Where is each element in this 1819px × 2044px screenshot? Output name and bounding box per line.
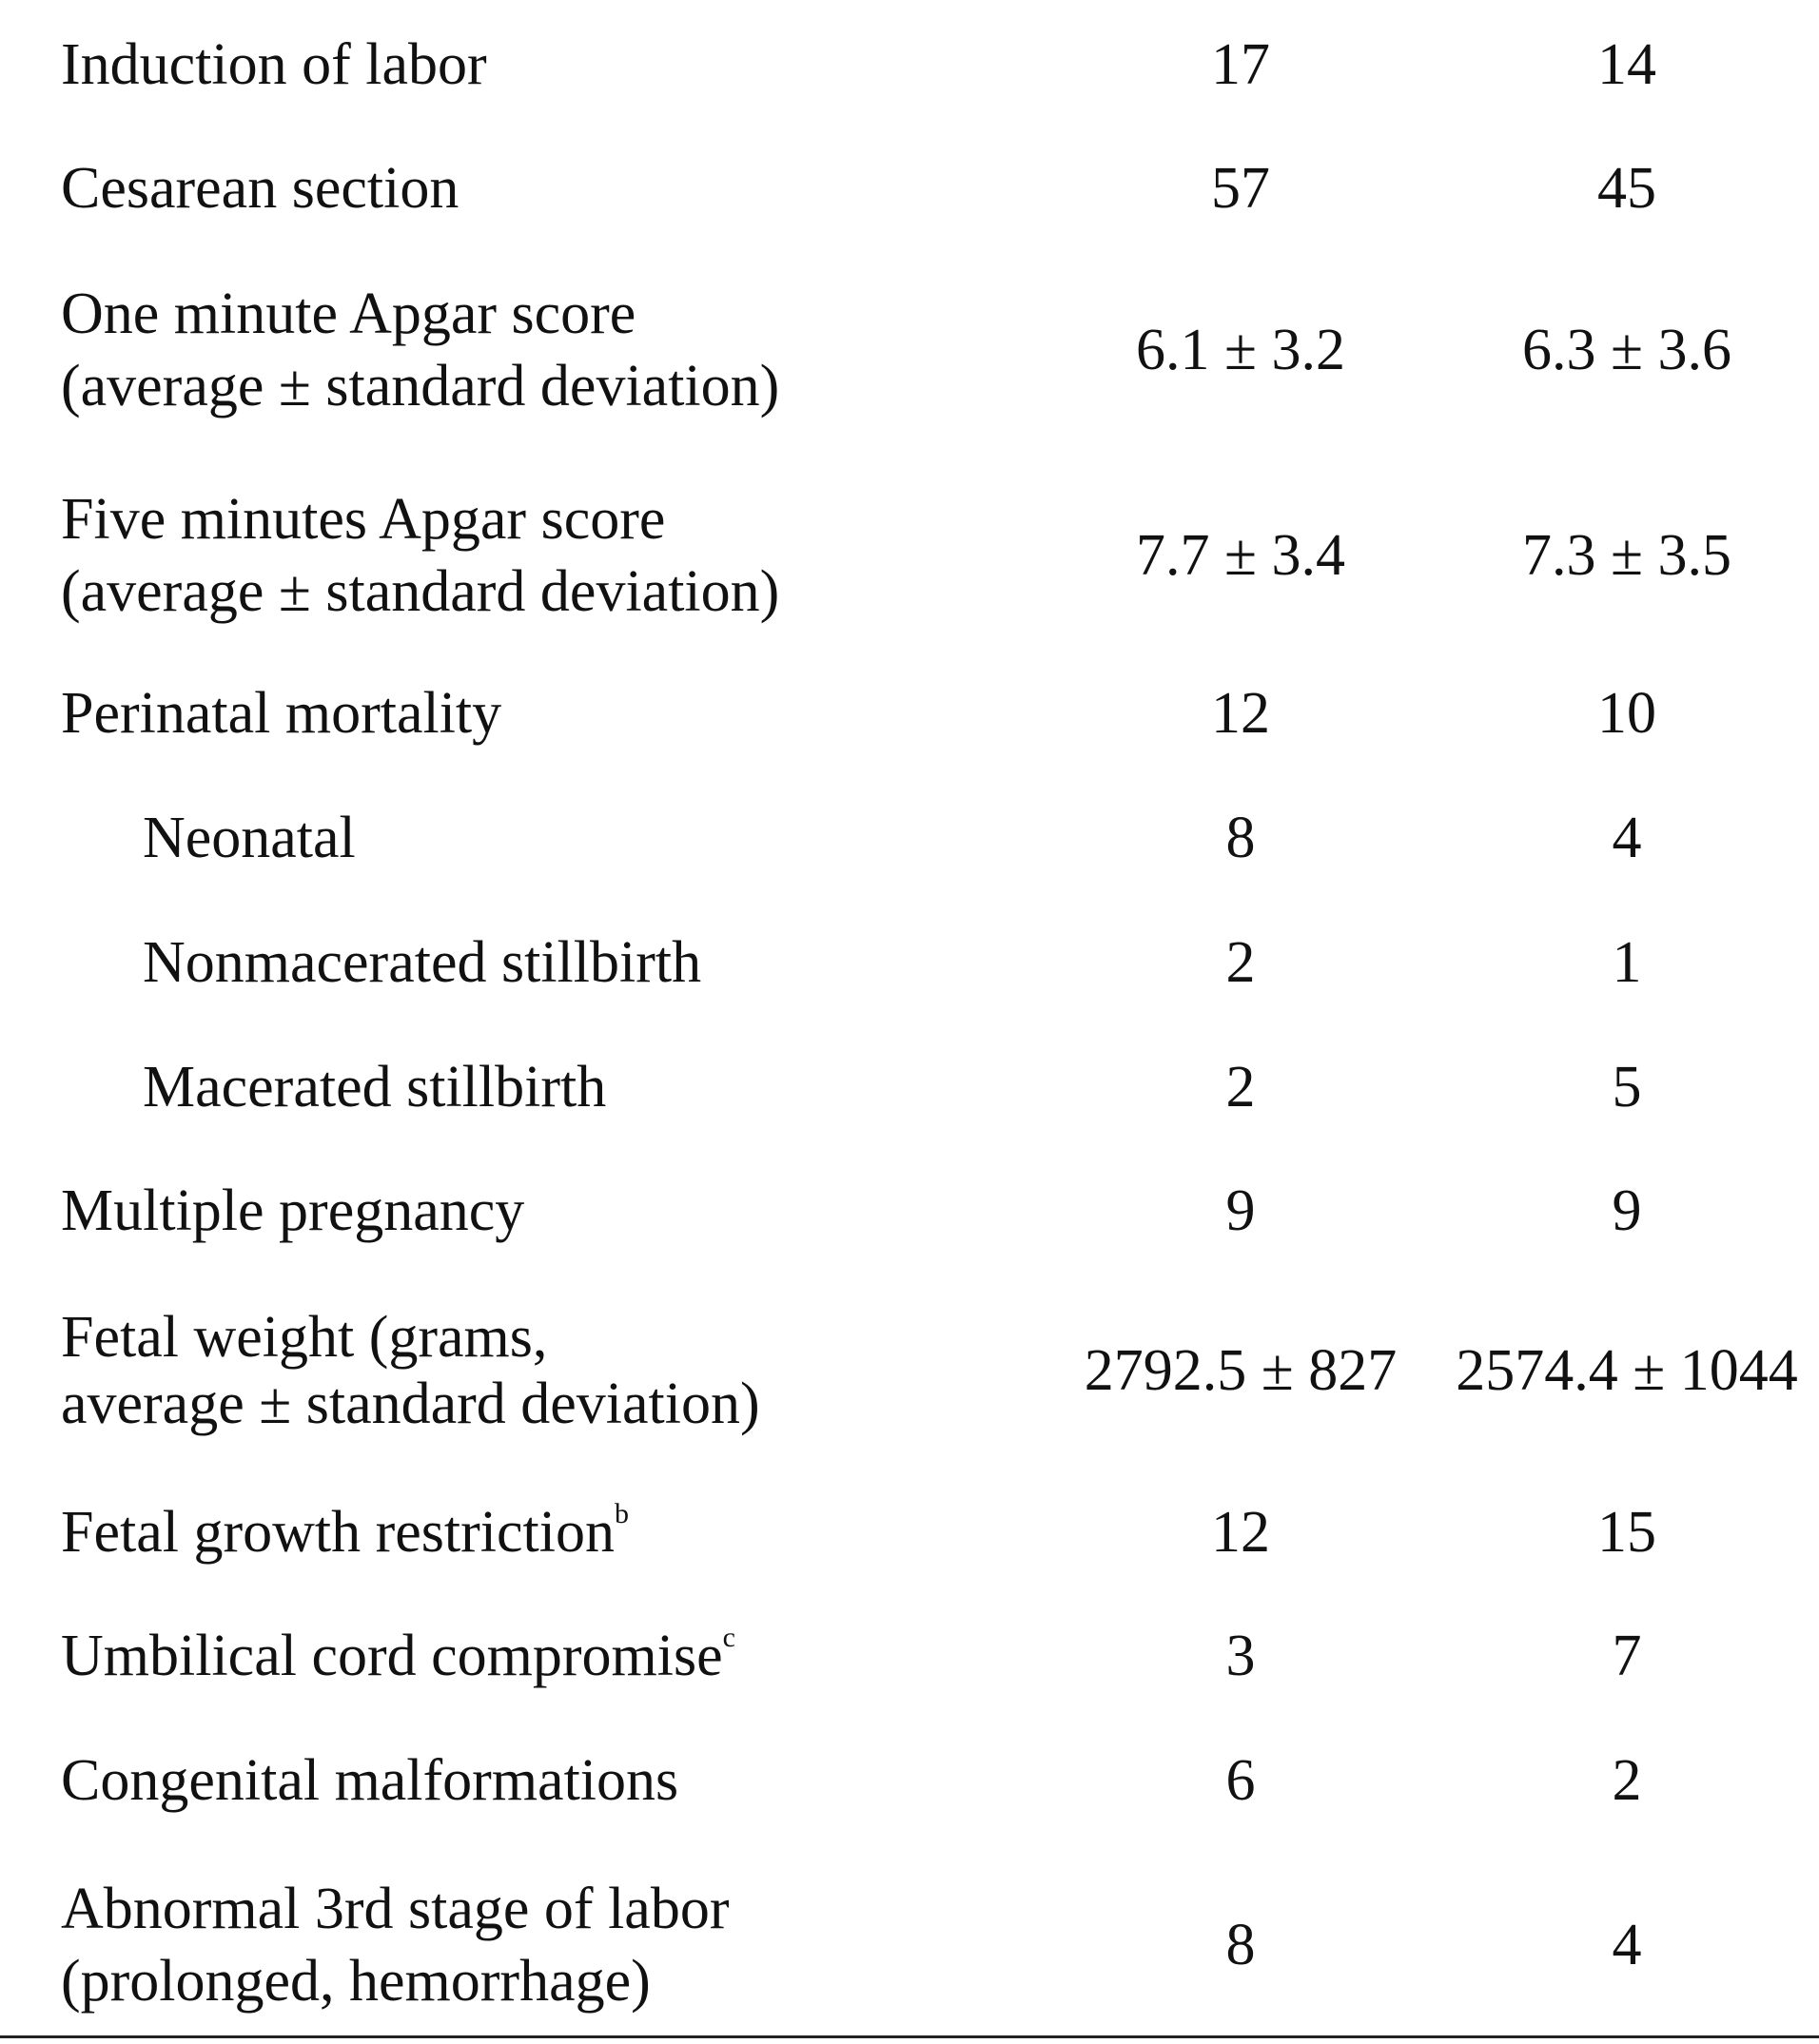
col2-value: 2: [1612, 1748, 1642, 1813]
col1-value: 17: [1211, 32, 1270, 97]
row-label-line2: (prolonged, hemorrhage): [61, 1949, 651, 2014]
col1-value: 7.7 ± 3.4: [1135, 523, 1346, 588]
col2-value: 14: [1597, 32, 1656, 97]
col1-value: 6.1 ± 3.2: [1135, 318, 1346, 382]
row-label-line1: One minute Apgar score: [61, 282, 636, 346]
row-label-line2: average ± standard deviation): [61, 1372, 760, 1436]
row-label: [61, 1620, 735, 1692]
bottom-rule: [0, 2035, 1819, 2038]
col2-value: 4: [1612, 806, 1642, 870]
col1-value: 3: [1225, 1624, 1256, 1688]
col2-value: 2574.4 ± 1044: [1456, 1338, 1798, 1403]
row-label-line2: (average ± standard deviation): [61, 354, 780, 419]
col1-value: 12: [1211, 681, 1270, 746]
col1-value: 9: [1225, 1178, 1256, 1243]
col1-value: 2: [1225, 1055, 1256, 1119]
col2-value: 10: [1597, 681, 1656, 746]
row-label-text: Umbilical cord compromise: [61, 1624, 723, 1688]
col2-value: 7.3 ± 3.5: [1521, 523, 1732, 588]
col2-value: 5: [1612, 1055, 1642, 1119]
col1-value: 8: [1225, 1913, 1256, 1977]
row-label: Nonmacerated stillbirth: [143, 930, 702, 995]
row-label-line1: Fetal weight (grams,: [61, 1305, 548, 1370]
col2-value: 15: [1597, 1500, 1656, 1565]
footnote-marker: b: [614, 1498, 629, 1530]
col2-value: 7: [1612, 1624, 1642, 1688]
col1-value: 12: [1211, 1500, 1270, 1565]
footnote-marker: c: [722, 1622, 735, 1654]
col1-value: 57: [1211, 156, 1270, 221]
row-label-line1: Abnormal 3rd stage of labor: [61, 1877, 730, 1941]
col2-value: 45: [1597, 156, 1656, 221]
row-label: [61, 1496, 629, 1568]
col1-value: 2: [1225, 930, 1256, 995]
col2-value: 9: [1612, 1178, 1642, 1243]
col1-value: 6: [1225, 1748, 1256, 1813]
row-label: Perinatal mortality: [61, 681, 502, 746]
row-label: Induction of labor: [61, 32, 487, 97]
row-label-line1: Five minutes Apgar score: [61, 487, 666, 552]
row-label: Neonatal: [143, 806, 356, 870]
row-label: Multiple pregnancy: [61, 1178, 525, 1243]
row-label: Macerated stillbirth: [143, 1055, 607, 1119]
col2-value: 1: [1612, 930, 1642, 995]
col2-value: 6.3 ± 3.6: [1521, 318, 1732, 382]
col1-value: 2792.5 ± 827: [1084, 1338, 1398, 1403]
row-label-line2: (average ± standard deviation): [61, 559, 780, 624]
row-label: Cesarean section: [61, 156, 460, 221]
row-label: Congenital malformations: [61, 1748, 679, 1813]
col2-value: 4: [1612, 1913, 1642, 1977]
row-label-text: Fetal growth restriction: [61, 1500, 615, 1565]
col1-value: 8: [1225, 806, 1256, 870]
